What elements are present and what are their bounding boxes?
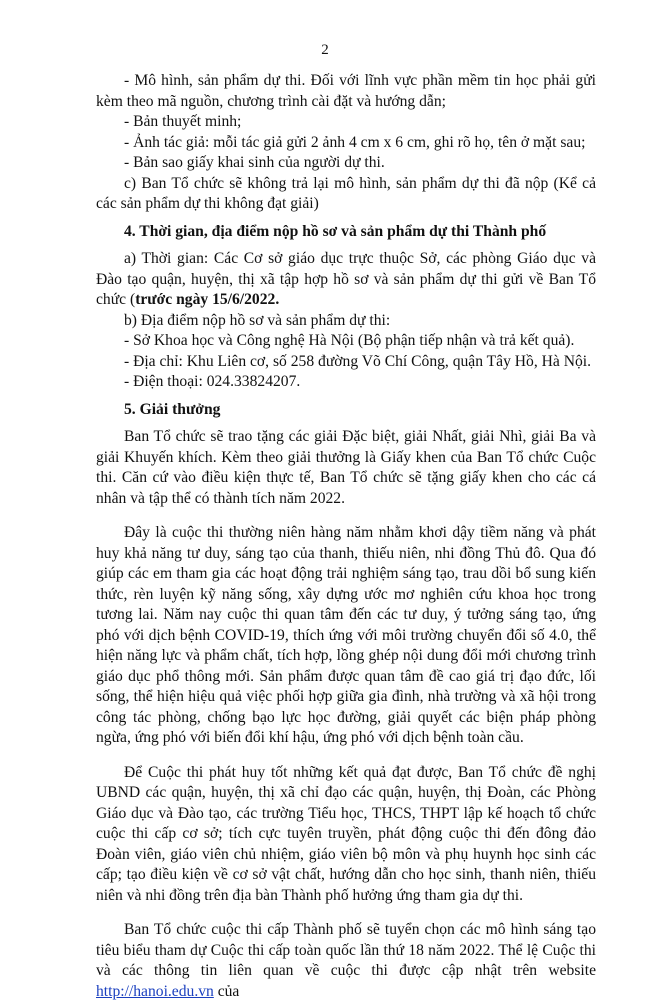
section-4-deadline: trước ngày 15/6/2022. [135,291,280,308]
list-item: - Bản sao giấy khai sinh của người dự thi. [124,154,385,171]
section-5-last-text: Ban Tổ chức cuộc thi cấp Thành phố sẽ tuyển chọn các mô hình sáng tạo tiêu biểu tham dự Cuộc thi cấp toàn quốc lần thứ 18 năm 2022. Thể lệ Cuộc thi và các thông tin liên quan về cuộc thi được cập nhật trên website [96,921,596,979]
section-5-last-paragraph [96,920,596,1002]
section-4-heading: 4. Thời gian, địa điểm nộp hồ sơ và sản phẩm dự thi Thành phố [124,222,547,240]
section-5-heading: 5. Giải thưởng [124,400,221,418]
section-5-paragraph: Để Cuộc thi phát huy tốt những kết quả đạt được, Ban Tổ chức đề nghị UBND các quận, huyện, thị xã chỉ đạo các quận, huyện, thị Đoàn, các Phòng Giáo dục và Đào tạo, các trường Tiểu học, THCS, THPT lập kế hoạch tổ chức cuộc thi cấp cơ sở; tích cực tuyên truyền, phát động cuộc thi đến đông đảo Đoàn viên, giáo viên chủ nhiệm, giáo viên bộ môn và phụ huynh học sinh các cấp; tạo điều kiện về cơ sở vật chất, hướng dẫn cho học sinh, thanh niên, thiếu niên và nhi đồng trên địa bàn Thành phố hưởng ứng tham gia dự thi. [96,763,596,904]
list-item: - Mô hình, sản phẩm dự thi. Đối với lĩnh vực phần mềm tin học phải gửi kèm theo mã nguồn, chương trình cài đặt và hướng dẫn; [96,72,596,110]
section-4-time-paragraph [96,249,596,311]
item-c-paragraph: c) Ban Tổ chức sẽ không trả lại mô hình, sản phẩm dự thi đã nộp (Kể cả các sản phẩm dự thi không đạt giải) [96,174,596,212]
section-4-place-label: b) Địa điểm nộp hồ sơ và sản phẩm dự thi: [124,311,391,329]
list-item: - Điện thoại: 024.33824207. [124,373,301,390]
list-item: - Ảnh tác giả: mỗi tác giả gửi 2 ảnh 4 cm x 6 cm, ghi rõ họ, tên ở mặt sau; [124,133,586,151]
list-item: - Địa chỉ: Khu Liên cơ, số 258 đường Võ Chí Công, quận Tây Hồ, Hà Nội. [124,352,592,370]
section-5-paragraph: Đây là cuộc thi thường niên hàng năm nhằm khơi dậy tiềm năng và phát huy khả năng tư duy, sáng tạo của thanh, thiếu niên, nhi đồng Thủ đô. Qua đó giúp các em tham gia các hoạt động trải nghiệm sáng tạo, trau dồi bổ sung kiến thức, rèn luyện kỹ năng sống, xây dựng ước mơ nghiên cứu khoa học trong tương lai. Năm nay cuộc thi quan tâm đến các tư duy, ý tưởng sáng tạo, ứng phó với dịch bệnh COVID-19, thích ứng với môi trường chuyển đổi số 4.0, thể hiện năng lực và phẩm chất, tích hợp, lồng ghép nội dung đổi mới chương trình giáo dục phổ thông mới. Sản phẩm được quan tâm đề cao giá trị đạo đức, lối sống, thể hiện hiệu quả việc phối hợp giữa gia đình, nhà trường và xã hội trong công tác phòng, chống bạo lực học đường, giải quyết các biện pháp phòng ngừa, ứng phó với biến đổi khí hậu, ứng phó với dịch bệnh toàn cầu. [96,524,596,746]
list-item: - Bản thuyết minh; [124,113,242,130]
page-number: 2 [321,42,329,58]
website-link[interactable]: http://hanoi.edu.vn [96,982,214,1000]
section-5-last-tail: của [213,982,240,1000]
section-5-paragraph: Ban Tổ chức sẽ trao tặng các giải Đặc biệt, giải Nhất, giải Nhì, giải Ba và giải Khuyến khích. Kèm theo giải thưởng là Giấy khen của Ban Tổ chức Cuộc thi. Căn cứ vào điều kiện thực tế, Ban Tổ chức sẽ tặng giấy khen cho các cá nhân và tập thể có thành tích năm 2022. [96,428,596,507]
section-4-time-text: a) Thời gian: Các Cơ sở giáo dục trực thuộc Sở, các phòng Giáo dục và Đào tạo quận, huyện, thị xã tập hợp hồ sơ và sản phẩm dự thi gửi về Ban Tổ chức ( [96,250,596,308]
document-body [96,71,596,1002]
list-item: - Sở Khoa học và Công nghệ Hà Nội (Bộ phận tiếp nhận và trả kết quả). [124,332,575,349]
